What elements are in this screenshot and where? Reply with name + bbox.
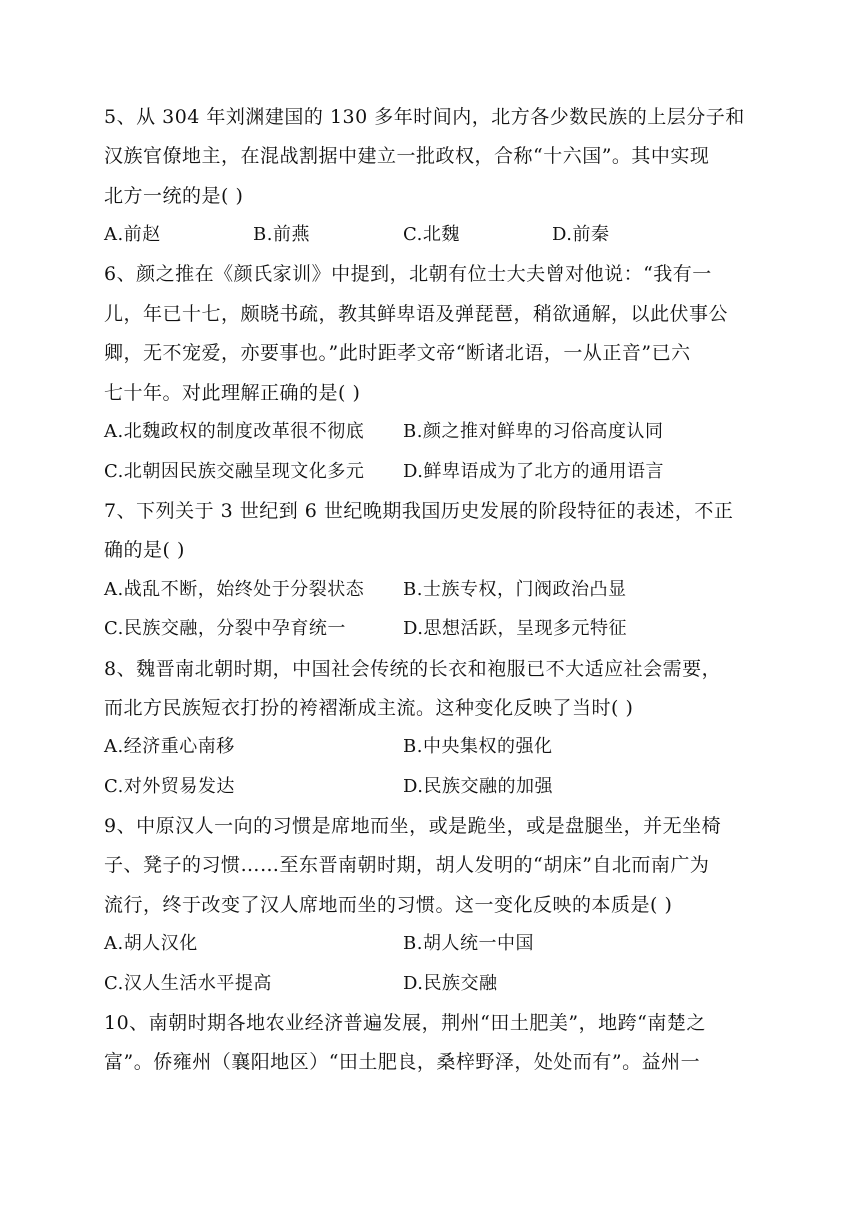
question-5-option-d: D.前秦: [552, 224, 610, 245]
question-9-option-c: C.汉人生活水平提高: [104, 973, 272, 994]
question-7-option-a: A.战乱不断，始终处于分裂状态: [104, 579, 365, 600]
question-9-option-a: A.胡人汉化: [104, 933, 198, 954]
question-6-option-b: B.颜之推对鲜卑的习俗高度认同: [403, 421, 664, 442]
question-8-option-b: B.中央集权的强化: [403, 736, 553, 757]
question-5-option-b: B.前燕: [253, 224, 310, 245]
question-8-option-d: D.民族交融的加强: [403, 776, 554, 797]
question-6-line-2: 儿，年已十七，颇晓书疏，教其鲜卑语及弹琵琶，稍欲通解，以此伏事公: [104, 303, 729, 325]
question-7-option-b: B.士族专权，门阀政治凸显: [403, 579, 627, 600]
question-7-line-1: 7、下列关于 3 世纪到 6 世纪晚期我国历史发展的阶段特征的表述，不正: [104, 500, 734, 522]
question-6-line-4: 七十年。对此理解正确的是( ): [104, 382, 361, 404]
question-5-option-c: C.北魏: [403, 224, 460, 245]
question-7-option-d: D.思想活跃，呈现多元特征: [403, 618, 628, 639]
question-7-option-c: C.民族交融，分裂中孕育统一: [104, 618, 346, 639]
question-9-option-b: B.胡人统一中国: [403, 933, 534, 954]
question-5-line-1: 5、从 304 年刘渊建国的 130 多年时间内，北方各少数民族的上层分子和: [104, 106, 745, 128]
question-8-line-1: 8、魏晋南北朝时期，中国社会传统的长衣和袍服已不大适应社会需要，: [104, 658, 722, 680]
question-9-line-1: 9、中原汉人一向的习惯是席地而坐，或是跪坐，或是盘腿坐，并无坐椅: [104, 815, 722, 837]
question-8-option-a: A.经济重心南移: [104, 736, 235, 757]
question-6-option-c: C.北朝因民族交融呈现文化多元: [104, 461, 365, 482]
question-9-line-2: 子、凳子的习惯……至东晋南朝时期，胡人发明的“胡床”自北而南广为: [104, 854, 710, 876]
question-6-line-1: 6、颜之推在《颜氏家训》中提到，北朝有位士大夫曾对他说：“我有一: [104, 263, 712, 285]
question-9-line-3: 流行，终于改变了汉人席地而坐的习惯。这一变化反映的本质是( ): [104, 894, 673, 916]
question-6-line-3: 卿，无不宠爱，亦要事也。”此时距孝文帝“断诸北语，一从正音”已六: [104, 342, 691, 364]
question-6-option-d: D.鲜卑语成为了北方的通用语言: [403, 461, 665, 482]
question-10-line-1: 10、南朝时期各地农业经济普遍发展，荆州“田土肥美”，地跨“南楚之: [104, 1012, 706, 1034]
question-10-line-2: 富”。侨雍州（襄阳地区）“田土肥良，桑梓野泽，处处而有”。益州一: [104, 1051, 701, 1073]
question-5-option-a: A.前赵: [104, 224, 161, 245]
question-7-line-2: 确的是( ): [104, 539, 185, 561]
question-5-line-2: 汉族官僚地主，在混战割据中建立一批政权，合称“十六国”。其中实现: [104, 145, 710, 167]
question-6-option-a: A.北魏政权的制度改革很不彻底: [104, 421, 365, 442]
question-8-line-2: 而北方民族短衣打扮的袴褶渐成主流。这种变化反映了当时( ): [104, 697, 634, 719]
question-9-option-d: D.民族交融: [403, 973, 498, 994]
question-5-line-3: 北方一统的是( ): [104, 185, 244, 207]
question-8-option-c: C.对外贸易发达: [104, 776, 235, 797]
